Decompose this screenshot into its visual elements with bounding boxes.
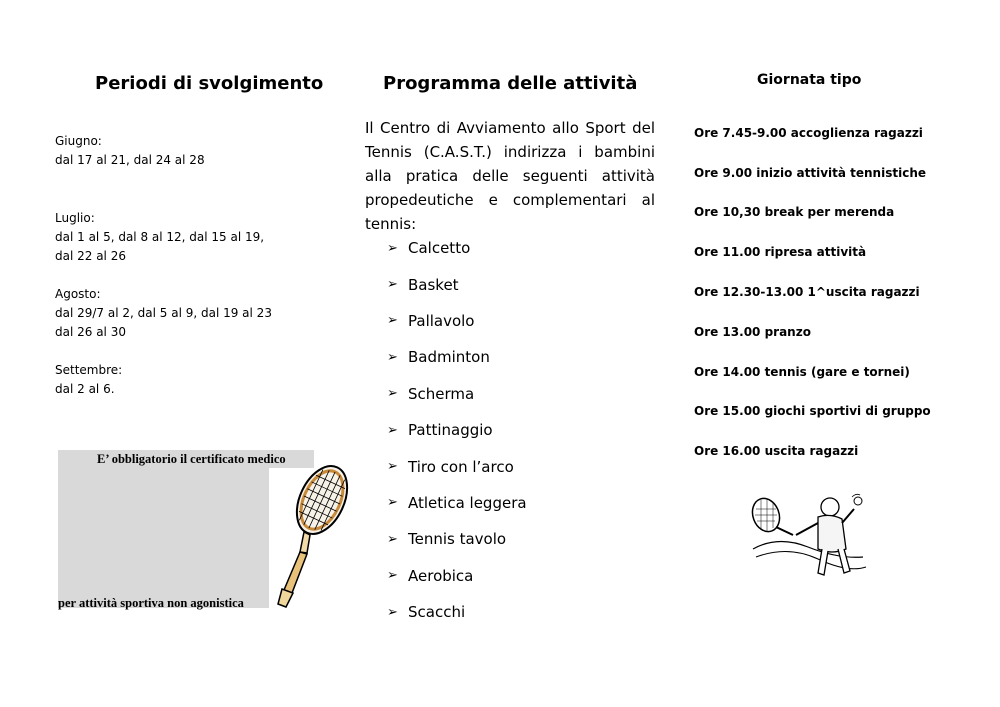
period-luglio xyxy=(55,209,264,266)
period-settembre xyxy=(55,361,122,399)
month-dates: dal 17 al 21, dal 24 al 28 xyxy=(55,153,205,167)
list-item: ➢ Tiro con l’arco xyxy=(387,457,514,476)
schedule-item: Ore 11.00 ripresa attività xyxy=(694,245,867,260)
schedule-item: Ore 14.00 tennis (gare e tornei) xyxy=(694,364,910,379)
arrow-bullet-icon: ➢ xyxy=(387,531,398,547)
arrow-bullet-icon: ➢ xyxy=(387,568,398,584)
month-dates: dal 2 al 6. xyxy=(55,382,115,396)
arrow-bullet-icon: ➢ xyxy=(387,459,398,475)
programma-intro: Il Centro di Avviamento allo Sport del Tennis (C.A.S.T.) indirizza i bambini alla pratica delle seguenti attività propedeutiche e complementari al tennis: xyxy=(365,119,655,233)
schedule-item: Ore 13.00 pranzo xyxy=(694,324,811,339)
arrow-bullet-icon: ➢ xyxy=(387,386,398,402)
list-item: ➢ Scacchi xyxy=(387,603,466,622)
arrow-bullet-icon: ➢ xyxy=(387,422,398,438)
arrow-bullet-icon: ➢ xyxy=(387,313,398,329)
month-dates: dal 22 al 26 xyxy=(55,249,126,263)
list-item: ➢ Tennis tavolo xyxy=(387,530,507,549)
arrow-bullet-icon: ➢ xyxy=(387,495,398,511)
month-name: Settembre: xyxy=(55,363,123,377)
schedule-item: Ore 15.00 giochi sportivi di gruppo xyxy=(694,404,931,419)
list-item: ➢ Atletica leggera xyxy=(387,493,527,512)
schedule-item: Ore 7.45-9.00 accoglienza ragazzi xyxy=(694,125,923,140)
schedule-item: Ore 12.30-13.00 1^uscita ragazzi xyxy=(694,285,920,300)
month-name: Agosto: xyxy=(55,287,101,301)
schedule-item: Ore 9.00 inizio attività tennistiche xyxy=(694,165,927,180)
list-item: ➢ Calcetto xyxy=(387,239,471,258)
arrow-bullet-icon: ➢ xyxy=(387,240,398,256)
list-item: ➢ Badminton xyxy=(387,348,490,367)
month-name: Luglio: xyxy=(55,211,95,225)
schedule-item: Ore 16.00 uscita ragazzi xyxy=(694,444,859,459)
tennis-player-illustration xyxy=(748,487,868,587)
activity-list xyxy=(387,230,527,630)
month-dates: dal 29/7 al 2, dal 5 al 9, dal 19 al 23 xyxy=(55,306,272,320)
schedule-item: Ore 10,30 break per merenda xyxy=(694,205,895,220)
month-dates: dal 26 al 30 xyxy=(55,325,126,339)
list-item: ➢ Aerobica xyxy=(387,566,474,585)
month-name: Giugno: xyxy=(55,134,102,148)
arrow-bullet-icon: ➢ xyxy=(387,349,398,365)
certificate-text-line2: per attività sportiva non agonistica xyxy=(58,596,244,610)
certificate-box xyxy=(58,467,269,608)
giornata-title: Giornata tipo xyxy=(757,72,862,88)
certificate-text-line1: E’ obbligatorio il certificato medico xyxy=(97,452,286,466)
tennis-racket-icon xyxy=(270,462,355,612)
list-item: ➢ Pattinaggio xyxy=(387,421,493,440)
programma-title: Programma delle attività xyxy=(383,73,638,94)
periodi-title: Periodi di svolgimento xyxy=(95,73,324,94)
list-item: ➢ Scherma xyxy=(387,384,475,403)
period-giugno xyxy=(55,132,205,170)
list-item: ➢ Pallavolo xyxy=(387,311,475,330)
month-dates: dal 1 al 5, dal 8 al 12, dal 15 al 19, xyxy=(55,230,265,244)
schedule-list xyxy=(694,113,931,471)
period-agosto xyxy=(55,285,272,342)
arrow-bullet-icon: ➢ xyxy=(387,277,398,293)
arrow-bullet-icon: ➢ xyxy=(387,604,398,620)
list-item: ➢ Basket xyxy=(387,275,459,294)
